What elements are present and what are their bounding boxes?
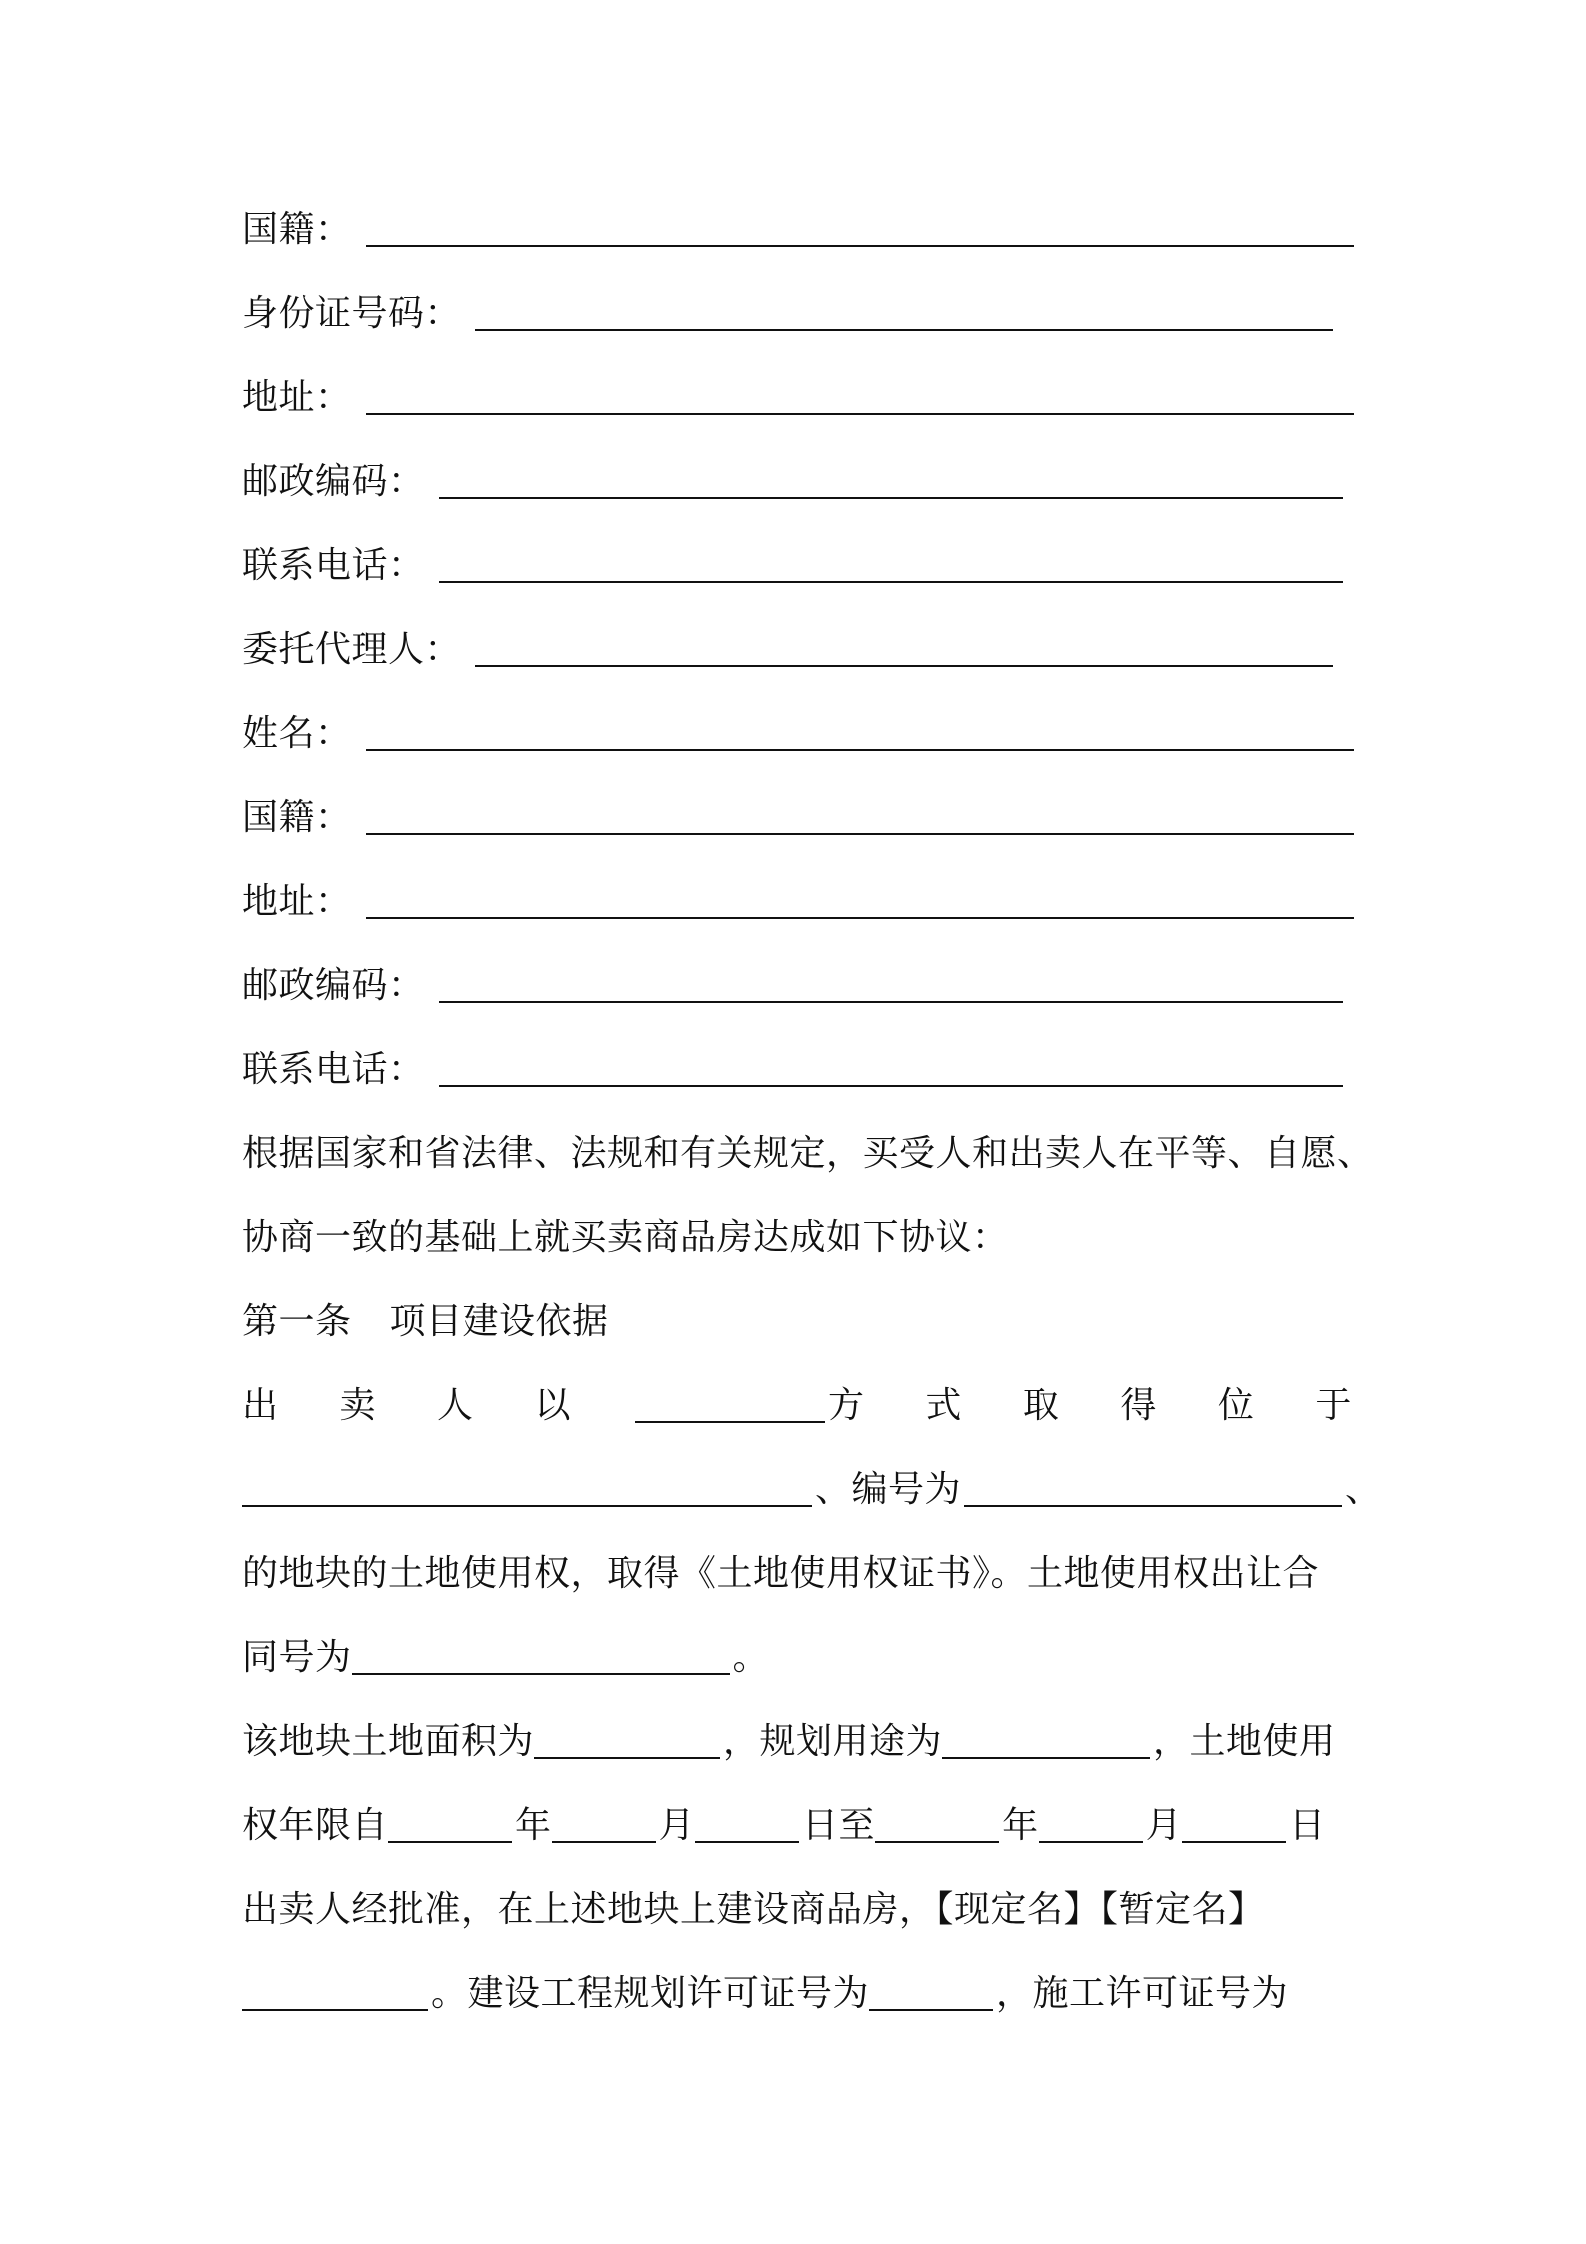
fill-line [439, 1085, 1343, 1087]
word: 出 [242, 1385, 279, 1426]
field-agent-phone [242, 1046, 1343, 1094]
blank-line [388, 1841, 512, 1843]
blank-line [242, 1505, 812, 1507]
field-name [242, 710, 1354, 758]
text: 日 [1289, 1805, 1326, 1846]
field-id-number [242, 290, 1333, 338]
blank-line [695, 1841, 799, 1843]
text: 日至 [802, 1805, 876, 1846]
field-label: 联系电话： [242, 545, 425, 586]
field-agent [242, 626, 1333, 674]
article-1-line-6 [242, 1802, 1326, 1850]
text: 。 [732, 1637, 770, 1678]
blank-line [242, 2009, 428, 2011]
field-label: 邮政编码： [242, 461, 425, 502]
text: 该地块土地面积为 [242, 1721, 535, 1762]
blank-line [352, 1673, 730, 1675]
text: 年 [515, 1805, 552, 1846]
article-1-line-2 [242, 1466, 1382, 1514]
text: ，施工许可证号为 [996, 1973, 1289, 2014]
word: 式 [925, 1385, 962, 1426]
blank-line [1182, 1841, 1286, 1843]
article-1-line-3: 的地块的土地使用权，取得《土地使用权证书》。土地使用权出让合 [242, 1553, 1320, 1594]
text: 月 [1145, 1805, 1183, 1846]
field-label: 地址： [242, 881, 352, 922]
field-postcode [242, 458, 1343, 506]
article-1-line-7: 出卖人经批准，在上述地块上建设商品房，【现定名】【暂定名】 [242, 1889, 1265, 1930]
field-label: 地址： [242, 377, 352, 418]
fill-line [366, 917, 1354, 919]
blank-line [942, 1757, 1150, 1759]
fill-line [475, 329, 1333, 331]
text: ，规划用途为 [723, 1721, 943, 1762]
text: 、 [1345, 1469, 1382, 1510]
blank-line [875, 1841, 999, 1843]
blank-line [635, 1421, 825, 1423]
article-1-line-8 [242, 1970, 1288, 2018]
word: 方 [827, 1385, 865, 1426]
word: 取 [1022, 1385, 1060, 1426]
article-1-line-1 [242, 1382, 1352, 1430]
method-blank-group [632, 1382, 865, 1430]
blank-line [869, 2009, 993, 2011]
article-1-heading [242, 1298, 609, 1346]
field-agent-address [242, 878, 1354, 926]
word: 以 [534, 1385, 571, 1426]
fill-line [366, 413, 1354, 415]
text: 年 [1002, 1805, 1039, 1846]
fill-line [366, 245, 1354, 247]
text: 同号为 [242, 1637, 352, 1678]
field-label: 国籍： [242, 209, 352, 250]
field-address [242, 374, 1354, 422]
field-agent-nationality [242, 794, 1354, 842]
intro-line-1: 根据国家和省法律、法规和有关规定，买受人和出卖人在平等、自愿、 [242, 1133, 1374, 1174]
word: 人 [436, 1385, 474, 1426]
field-label: 姓名： [242, 713, 352, 754]
fill-line [475, 665, 1333, 667]
field-label: 身份证号码： [242, 293, 462, 334]
word: 得 [1120, 1385, 1157, 1426]
article-1-line-5 [242, 1718, 1336, 1766]
word: 于 [1315, 1385, 1352, 1426]
text: 月 [658, 1805, 696, 1846]
text: 、编号为 [815, 1469, 962, 1510]
intro-line-2: 协商一致的基础上就买卖商品房达成如下协议： [242, 1217, 1009, 1258]
field-agent-postcode [242, 962, 1343, 1010]
blank-line [1039, 1841, 1143, 1843]
text: ，土地使用 [1153, 1721, 1336, 1762]
fill-line [439, 1001, 1343, 1003]
blank-line [552, 1841, 656, 1843]
field-label: 国籍： [242, 797, 352, 838]
text: 权年限自 [242, 1805, 389, 1846]
fill-line [439, 581, 1343, 583]
word: 卖 [339, 1385, 376, 1426]
text: 。建设工程规划许可证号为 [431, 1973, 870, 2014]
article-1-line-4 [242, 1634, 769, 1682]
fill-line [439, 497, 1343, 499]
fill-line [366, 833, 1354, 835]
word: 位 [1217, 1385, 1255, 1426]
field-label: 联系电话： [242, 1049, 425, 1090]
field-nationality [242, 206, 1354, 254]
article-title: 项目建设依据 [389, 1301, 609, 1342]
article-number: 第一条 [242, 1301, 352, 1342]
blank-line [534, 1757, 720, 1759]
field-label: 邮政编码： [242, 965, 425, 1006]
blank-line [964, 1505, 1342, 1507]
field-phone [242, 542, 1343, 590]
fill-line [366, 749, 1354, 751]
field-label: 委托代理人： [242, 629, 462, 670]
